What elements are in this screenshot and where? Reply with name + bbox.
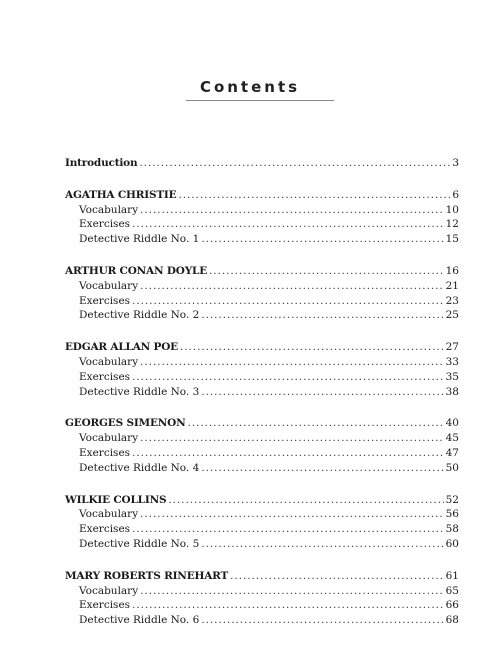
toc-entry-page: 68 (445, 614, 459, 627)
toc-entry-author[interactable] (65, 493, 459, 508)
toc-entry-vocabulary[interactable] (65, 584, 459, 599)
toc-entry-page: 23 (445, 294, 459, 307)
toc-entry-page: 38 (445, 385, 459, 398)
toc-entry-page: 35 (445, 370, 459, 383)
dot-leader (140, 431, 443, 446)
toc-entry-exercises[interactable] (65, 446, 459, 461)
toc-entry-page: 6 (452, 188, 459, 201)
toc-entry-exercises[interactable] (65, 598, 459, 613)
contents-heading: Contents (199, 78, 301, 96)
toc-section-author (65, 340, 459, 399)
toc-section-introduction (65, 156, 459, 171)
toc-entry-exercises[interactable] (65, 370, 459, 385)
toc-entry-page: 10 (445, 203, 459, 216)
dot-leader (132, 217, 444, 232)
dot-leader (132, 598, 444, 613)
toc-entry-introduction[interactable] (65, 156, 459, 171)
dot-leader (140, 279, 443, 294)
toc-entry-title: Detective Riddle No. 1 (79, 233, 200, 246)
toc-entry-title: Detective Riddle No. 3 (79, 385, 200, 398)
toc-entry-detective-riddle[interactable] (65, 537, 459, 552)
dot-leader (188, 416, 444, 431)
toc-entry-page: 56 (445, 508, 459, 521)
dot-leader (168, 493, 443, 508)
toc-entry-vocabulary[interactable] (65, 279, 459, 294)
toc-section-author (65, 188, 459, 247)
dot-leader (230, 569, 443, 584)
toc-entry-author[interactable] (65, 340, 459, 355)
dot-leader (178, 188, 450, 203)
toc-entry-page: 60 (445, 537, 459, 550)
toc-entry-title: Vocabulary (79, 432, 139, 445)
toc-entry-page: 61 (445, 569, 459, 582)
dot-leader (132, 522, 444, 537)
toc-entry-page: 27 (445, 341, 459, 354)
dot-leader (132, 446, 444, 461)
toc-entry-page: 52 (445, 493, 459, 506)
toc-entry-page: 58 (445, 523, 459, 536)
toc-entry-title: AGATHA CHRISTIE (65, 188, 177, 201)
toc-entry-page: 66 (445, 599, 459, 612)
toc-entry-vocabulary[interactable] (65, 355, 459, 370)
table-of-contents (65, 156, 459, 645)
dot-leader (140, 507, 443, 522)
toc-entry-title: WILKIE COLLINS (65, 493, 167, 506)
toc-entry-page: 3 (452, 157, 459, 169)
dot-leader (201, 461, 443, 476)
dot-leader (201, 537, 443, 552)
toc-entry-title: Exercises (79, 294, 131, 307)
dot-leader (180, 340, 444, 355)
dot-leader (201, 232, 443, 247)
dot-leader (140, 355, 443, 370)
toc-entry-vocabulary[interactable] (65, 203, 459, 218)
toc-entry-detective-riddle[interactable] (65, 613, 459, 628)
toc-entry-title: Exercises (79, 599, 131, 612)
toc-section-author (65, 416, 459, 475)
toc-entry-page: 40 (445, 417, 459, 430)
toc-section-author (65, 493, 459, 552)
toc-entry-page: 45 (445, 432, 459, 445)
dot-leader (201, 613, 443, 628)
toc-entry-detective-riddle[interactable] (65, 461, 459, 476)
toc-entry-title: Exercises (79, 218, 131, 231)
toc-entry-page: 47 (445, 446, 459, 459)
toc-entry-page: 50 (445, 461, 459, 474)
toc-entry-title: Detective Riddle No. 5 (79, 537, 200, 550)
toc-entry-page: 16 (445, 264, 459, 277)
toc-entry-title: Vocabulary (79, 508, 139, 521)
toc-entry-title: Vocabulary (79, 584, 139, 597)
toc-entry-page: 15 (445, 233, 459, 246)
dot-leader (140, 584, 443, 599)
toc-section-author (65, 569, 459, 628)
toc-entry-vocabulary[interactable] (65, 431, 459, 446)
toc-entry-author[interactable] (65, 569, 459, 584)
toc-entry-page: 65 (445, 584, 459, 597)
dot-leader (209, 264, 444, 279)
toc-entry-exercises[interactable] (65, 294, 459, 309)
toc-entry-detective-riddle[interactable] (65, 232, 459, 247)
toc-entry-title: EDGAR ALLAN POE (65, 341, 178, 354)
toc-entry-title: Exercises (79, 370, 131, 383)
toc-entry-page: 21 (445, 279, 459, 292)
dot-leader (139, 156, 450, 171)
toc-entry-title: ARTHUR CONAN DOYLE (65, 264, 207, 277)
toc-entry-title: Detective Riddle No. 2 (79, 309, 200, 322)
toc-entry-title: Introduction (65, 157, 138, 169)
toc-entry-vocabulary[interactable] (65, 507, 459, 522)
toc-entry-page: 12 (445, 218, 459, 231)
dot-leader (201, 308, 443, 323)
toc-entry-title: Exercises (79, 446, 131, 459)
toc-entry-exercises[interactable] (65, 217, 459, 232)
toc-entry-author[interactable] (65, 264, 459, 279)
heading-underline (186, 100, 334, 101)
toc-entry-title: Exercises (79, 523, 131, 536)
toc-entry-page: 33 (445, 355, 459, 368)
dot-leader (132, 294, 444, 309)
toc-entry-author[interactable] (65, 416, 459, 431)
toc-entry-title: Detective Riddle No. 6 (79, 614, 200, 627)
toc-section-author (65, 264, 459, 323)
dot-leader (132, 370, 444, 385)
toc-entry-page: 25 (445, 309, 459, 322)
dot-leader (140, 203, 443, 218)
toc-entry-detective-riddle[interactable] (65, 308, 459, 323)
toc-entry-exercises[interactable] (65, 522, 459, 537)
toc-entry-title: Detective Riddle No. 4 (79, 461, 200, 474)
toc-entry-title: GEORGES SIMENON (65, 417, 186, 430)
toc-entry-detective-riddle[interactable] (65, 385, 459, 400)
toc-entry-title: Vocabulary (79, 279, 139, 292)
toc-entry-title: MARY ROBERTS RINEHART (65, 569, 229, 582)
dot-leader (201, 385, 443, 400)
toc-entry-title: Vocabulary (79, 355, 139, 368)
toc-entry-title: Vocabulary (79, 203, 139, 216)
toc-entry-author[interactable] (65, 188, 459, 203)
